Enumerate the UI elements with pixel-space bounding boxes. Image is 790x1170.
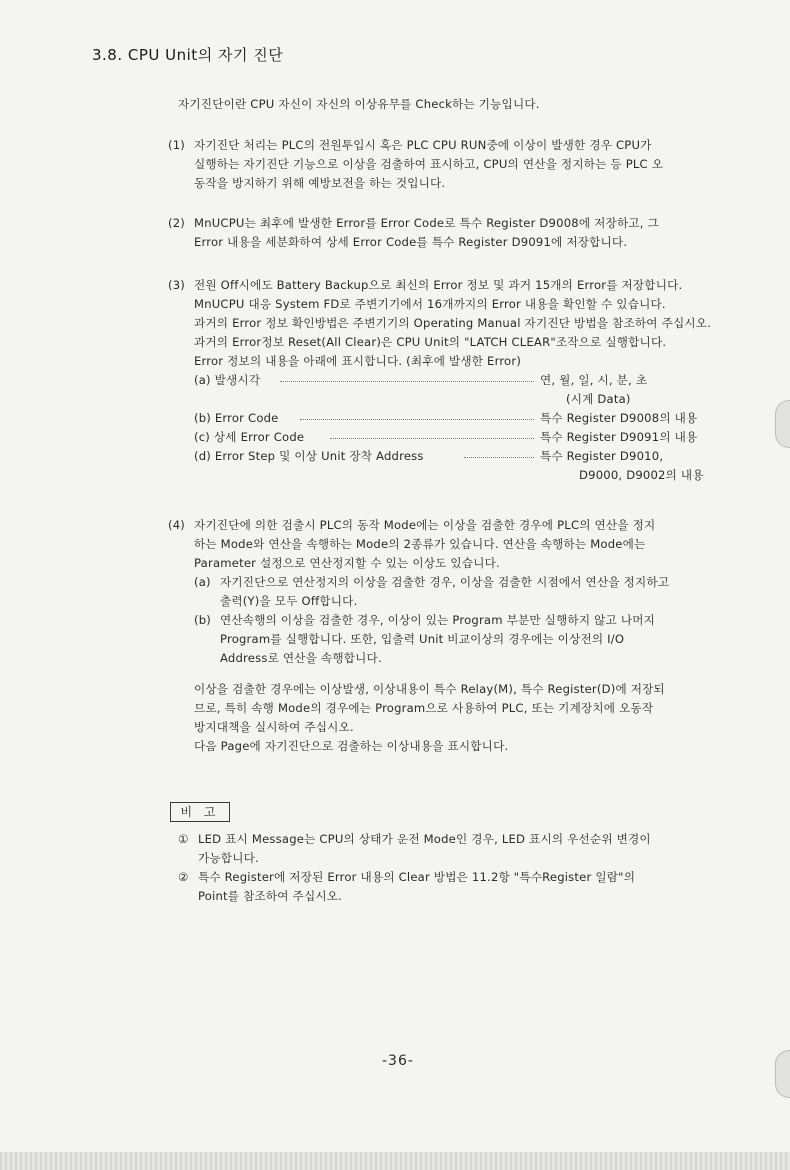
text-line: 실행하는 자기진단 기능으로 이상을 검출하여 표시하고, CPU의 연산을 정지하는 등 PLC 오 bbox=[194, 157, 664, 171]
text-line: 자기진단 처리는 PLC의 전원투입시 혹은 PLC CPU RUN중에 이상이 발생한 경우 CPU가 bbox=[194, 138, 652, 152]
text-line: 자기진단에 의한 검출시 PLC의 동작 Mode에는 이상을 검출한 경우에 PLC의 연산을 정지 bbox=[194, 518, 656, 532]
error-info-row-time-cont bbox=[194, 390, 729, 409]
row-value: 연, 월, 일, 시, 분, 초 bbox=[540, 373, 648, 387]
text-line: 하는 Mode와 연산을 속행하는 Mode의 2종류가 있습니다. 연산을 속행하는 Mode에는 bbox=[194, 537, 646, 551]
intro-paragraph: 자기진단이란 CPU 자신이 자신의 이상유무를 Check하는 기능입니다. bbox=[178, 97, 540, 111]
row-label: (a) 발생시각 bbox=[194, 373, 261, 387]
note-marker: ② bbox=[178, 870, 189, 884]
text-line: 과거의 Error정보 Reset(All Clear)은 CPU Unit의 "LATCH CLEAR"조작으로 실행합니다. bbox=[194, 335, 667, 349]
text-line: 과거의 Error 정보 확인방법은 주변기기의 Operating Manual 자기진단 방법을 참조하여 주십시오. bbox=[194, 316, 712, 330]
error-info-row-code bbox=[194, 409, 729, 428]
sub-item-b-cont bbox=[194, 630, 665, 649]
text-line: Program를 실행합니다. 또한, 입출력 Unit 비교이상의 경우에는 이상전의 I/O bbox=[220, 632, 625, 646]
error-info-row-time bbox=[194, 371, 729, 390]
text-line: 전원 Off시에도 Battery Backup으로 최신의 Error 정보 및 과거 15개의 Error를 저장합니다. bbox=[194, 278, 683, 292]
sub-item-a-cont bbox=[194, 592, 665, 611]
sub-label: (b) bbox=[194, 613, 212, 627]
error-info-row-step-cont bbox=[194, 466, 729, 485]
item-body bbox=[194, 214, 659, 252]
text-line: 출력(Y)을 모두 Off합니다. bbox=[220, 594, 358, 608]
row-value: 특수 Register D9091의 내용 bbox=[540, 430, 698, 444]
leader-dots bbox=[300, 419, 534, 420]
text-line: 이상을 검출한 경우에는 이상발생, 이상내용이 특수 Relay(M), 특수 Register(D)에 저장되 bbox=[194, 682, 665, 696]
text-line: Error 정보의 내용을 아래에 표시합니다. (최후에 발생한 Error) bbox=[194, 354, 522, 368]
text-line: 연산속행의 이상을 검출한 경우, 이상이 있는 Program 부분만 실행하지 않고 나머지 bbox=[220, 613, 656, 627]
row-value: 특수 Register D9010, bbox=[540, 449, 664, 463]
error-info-row-step bbox=[194, 447, 729, 466]
sub-item-b bbox=[194, 611, 665, 630]
scan-edge-band bbox=[0, 1152, 790, 1170]
text-line: 가능합니다. bbox=[198, 851, 259, 865]
leader-dots bbox=[464, 457, 534, 458]
page-number: -36- bbox=[382, 1053, 414, 1069]
item-body bbox=[194, 136, 663, 193]
text-line: 방지대책을 실시하여 주십시오. bbox=[194, 720, 354, 734]
item-number: (2) bbox=[168, 216, 186, 230]
sub-label: (a) bbox=[194, 575, 211, 589]
text-line: Parameter 설정으로 연산정지할 수 있는 이상도 있습니다. bbox=[194, 556, 500, 570]
row-label: (b) Error Code bbox=[194, 411, 279, 425]
binding-tab-upper bbox=[775, 400, 790, 448]
text-line: 다음 Page에 자기진단으로 검출하는 이상내용을 표시합니다. bbox=[194, 739, 509, 753]
section-title: 3.8. CPU Unit의 자기 진단 bbox=[92, 46, 284, 64]
error-info-row-detail bbox=[194, 428, 729, 447]
binding-tab-lower bbox=[775, 1050, 790, 1098]
row-value-cont: (시계 Data) bbox=[566, 392, 631, 406]
row-label: (c) 상세 Error Code bbox=[194, 430, 305, 444]
text-line: 므로, 특히 속행 Mode의 경우에는 Program으로 사용하여 PLC, 또는 기계장치에 오동작 bbox=[194, 701, 654, 715]
text-line: MnUCPU는 최후에 발생한 Error를 Error Code로 특수 Register D9008에 저장하고, 그 bbox=[194, 216, 659, 230]
leader-dots bbox=[330, 438, 534, 439]
item-body bbox=[194, 276, 729, 485]
item-number: (4) bbox=[168, 518, 186, 532]
note-marker: ① bbox=[178, 832, 189, 846]
text-line: LED 표시 Message는 CPU의 상태가 운전 Mode인 경우, LED 표시의 우선순위 변경이 bbox=[198, 832, 651, 846]
text-line: Point를 참조하여 주십시오. bbox=[198, 889, 343, 903]
row-value: 특수 Register D9008의 내용 bbox=[540, 411, 698, 425]
text-line: Address로 연산을 속행합니다. bbox=[220, 651, 382, 665]
text-line: Error 내용을 세분화하여 상세 Error Code를 특수 Register D9091에 저장합니다. bbox=[194, 235, 628, 249]
item-body bbox=[194, 516, 670, 756]
text-line: 특수 Register에 저장된 Error 내용의 Clear 방법은 11.2항 "특수Register 일람"의 bbox=[198, 870, 636, 884]
text-line: 자기진단으로 연산정지의 이상을 검출한 경우, 이상을 검출한 시점에서 연산을 정지하고 bbox=[220, 575, 670, 589]
row-value-cont: D9000, D9002의 내용 bbox=[579, 468, 704, 482]
sub-item-b-cont2 bbox=[194, 649, 665, 668]
leader-dots bbox=[280, 381, 534, 382]
item-number: (3) bbox=[168, 278, 186, 292]
remark-box: 비 고 bbox=[170, 802, 230, 822]
text-line: MnUCPU 대응 System FD로 주변기기에서 16개까지의 Error 내용을 확인할 수 있습니다. bbox=[194, 297, 666, 311]
row-label: (d) Error Step 및 이상 Unit 장착 Address bbox=[194, 449, 424, 463]
item-number: (1) bbox=[168, 138, 186, 152]
sub-item-a bbox=[194, 573, 670, 592]
text-line: 동작을 방지하기 위해 예방보전을 하는 것입니다. bbox=[194, 176, 446, 190]
